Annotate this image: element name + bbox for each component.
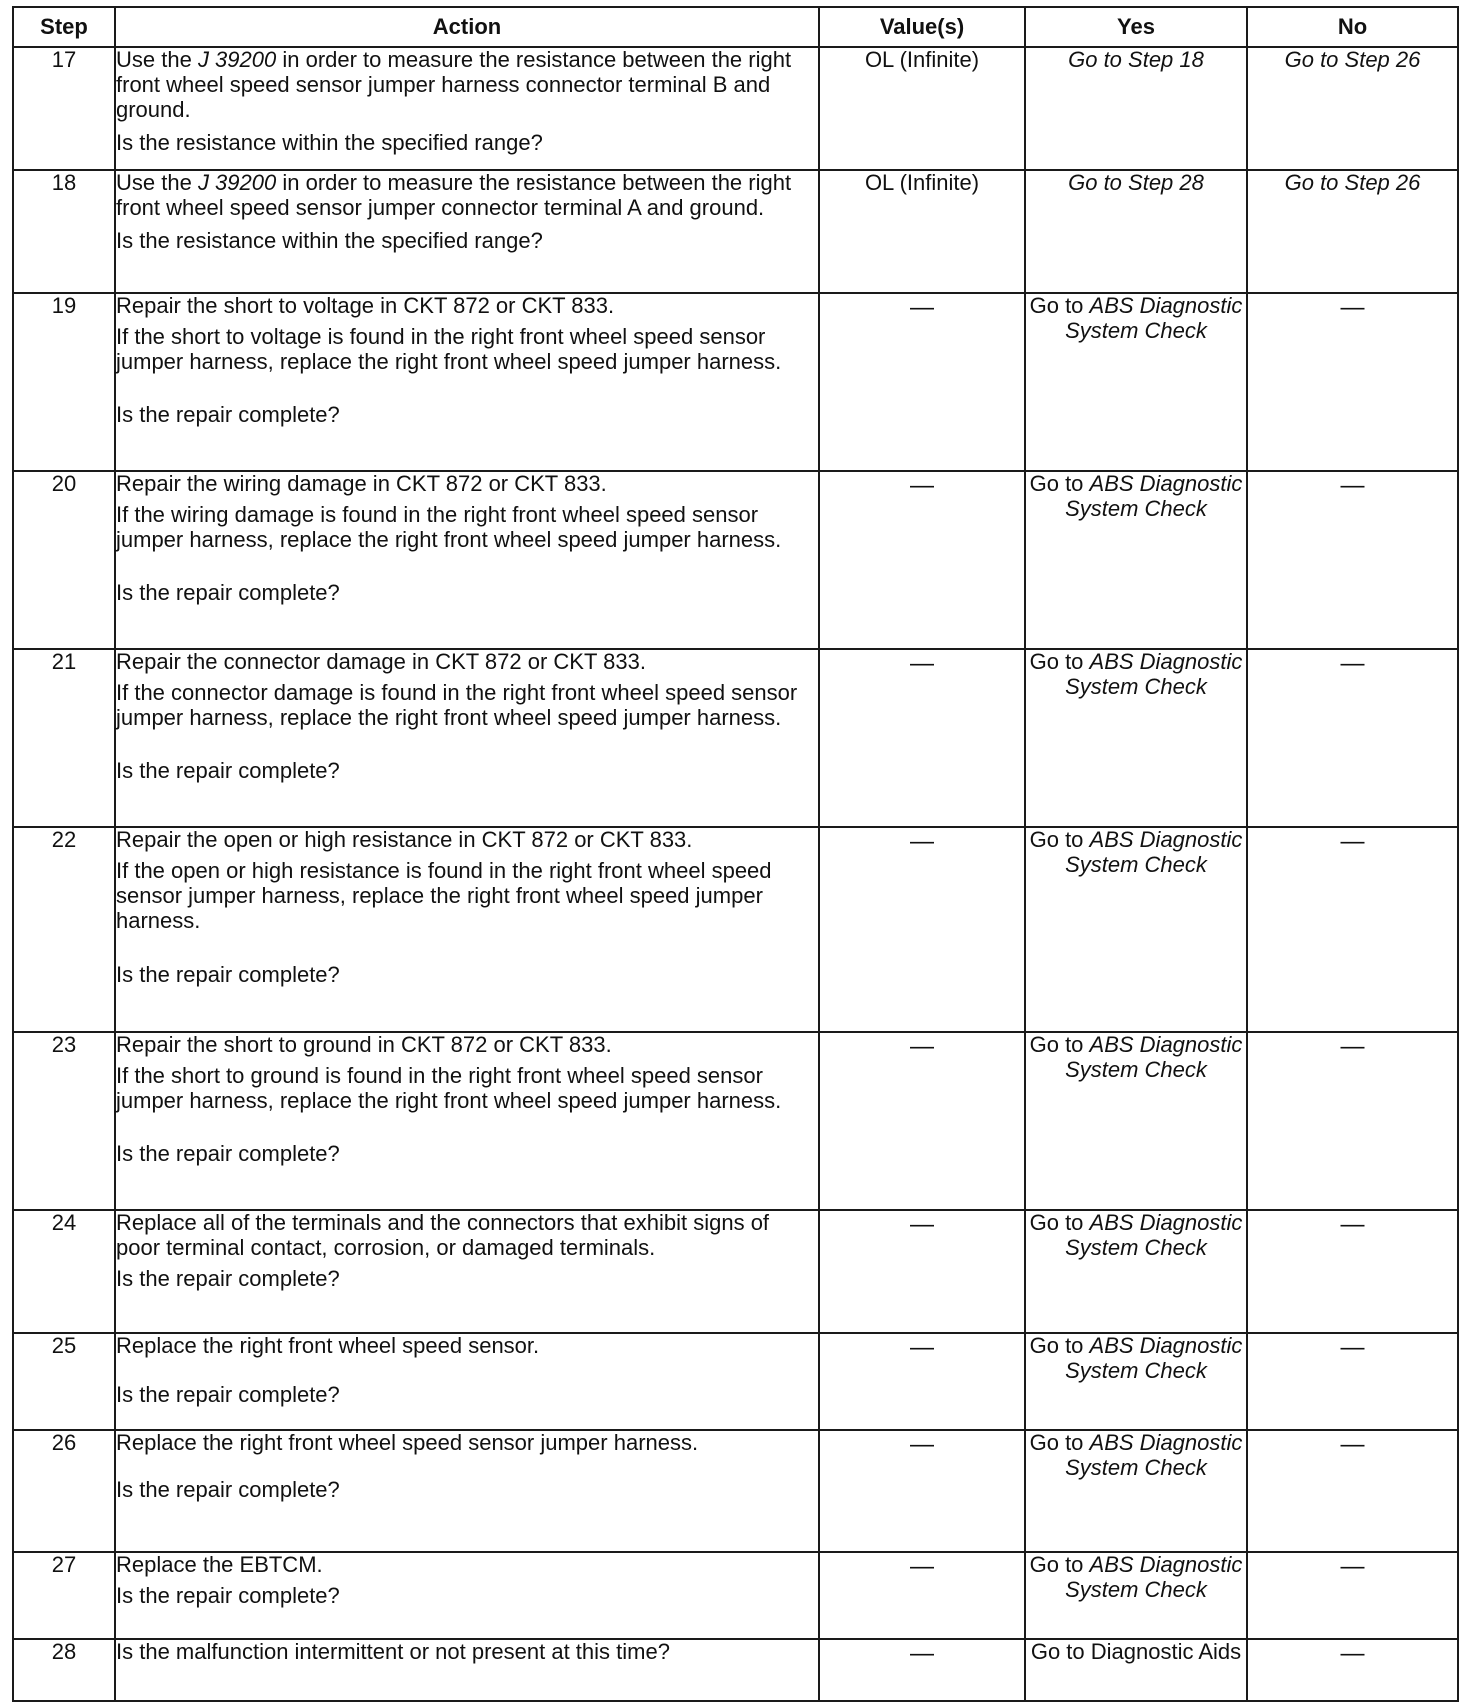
header-action: Action (115, 7, 819, 47)
action-cell (115, 47, 819, 170)
no-cell: Go to Step 26 (1247, 47, 1458, 170)
yes-link[interactable]: ABS Diagnostic System Check (1065, 1333, 1243, 1383)
header-yes: Yes (1025, 7, 1247, 47)
no-cell: — (1247, 1333, 1458, 1430)
table-row (13, 1032, 1458, 1210)
table-row (13, 1552, 1458, 1639)
action-question: Is the repair complete? (116, 1476, 340, 1502)
yes-prefix: Go to (1029, 827, 1090, 852)
action-question: Is the repair complete? (116, 1381, 340, 1407)
action-text (116, 48, 818, 123)
no-cell: — (1247, 649, 1458, 827)
value-cell: — (819, 1552, 1025, 1639)
step-number: 25 (13, 1333, 115, 1430)
yes-cell: Go to Step 18 (1025, 47, 1247, 170)
table-row (13, 170, 1458, 293)
step-number: 17 (13, 47, 115, 170)
diagnostic-table-page (12, 6, 1462, 1702)
yes-link[interactable]: ABS Diagnostic System Check (1065, 827, 1243, 877)
value-cell: — (819, 1210, 1025, 1333)
action-text: Replace all of the terminals and the connectors that exhibit signs of poor terminal contact, corrosion, or damaged terminals. (116, 1210, 770, 1260)
value-cell: — (819, 1639, 1025, 1701)
action-cell (115, 1032, 819, 1210)
action-text: Repair the connector damage in CKT 872 or CKT 833. (116, 649, 646, 674)
header-value: Value(s) (819, 7, 1025, 47)
yes-link[interactable]: ABS Diagnostic System Check (1065, 471, 1243, 521)
table-row (13, 293, 1458, 471)
step-number: 19 (13, 293, 115, 471)
yes-prefix: Go to (1029, 649, 1090, 674)
header-no: No (1247, 7, 1458, 47)
diagnostic-table (12, 6, 1459, 1702)
action-question: Is the repair complete? (116, 1582, 340, 1608)
action-text (116, 171, 818, 221)
yes-prefix: Go to (1029, 293, 1090, 318)
yes-cell (1025, 293, 1247, 471)
step-number: 20 (13, 471, 115, 649)
yes-prefix: Go to (1029, 1333, 1090, 1358)
yes-cell (1025, 1333, 1247, 1430)
action-text-post: in order to measure the resistance between the right front wheel speed sensor jumper harness connector terminal B and ground. (116, 47, 792, 122)
step-number: 27 (13, 1552, 115, 1639)
value-cell: — (819, 1032, 1025, 1210)
yes-link[interactable]: ABS Diagnostic System Check (1065, 649, 1243, 699)
action-question: Is the repair complete? (116, 1140, 340, 1166)
action-question: Is the repair complete? (116, 962, 340, 988)
no-cell: — (1247, 1430, 1458, 1552)
action-text: Repair the short to voltage in CKT 872 or CKT 833. (116, 293, 615, 318)
action-note: If the short to ground is found in the right front wheel speed sensor jumper harness, replace the right front wheel speed jumper harness. (116, 1062, 782, 1113)
action-note: If the short to voltage is found in the right front wheel speed sensor jumper harness, replace the right front wheel speed jumper harness. (116, 323, 782, 374)
value-cell: — (819, 471, 1025, 649)
action-question: Is the repair complete? (116, 1265, 340, 1291)
action-cell (115, 1552, 819, 1639)
step-number: 24 (13, 1210, 115, 1333)
value-cell: — (819, 827, 1025, 1032)
yes-link[interactable]: ABS Diagnostic System Check (1065, 293, 1243, 343)
value-cell: — (819, 1333, 1025, 1430)
yes-cell (1025, 1552, 1247, 1639)
yes-prefix: Go to (1029, 471, 1090, 496)
action-text: Replace the right front wheel speed sensor jumper harness. (116, 1430, 699, 1455)
table-row (13, 649, 1458, 827)
header-step: Step (13, 7, 115, 47)
action-cell (115, 293, 819, 471)
action-question: Is the malfunction intermittent or not present at this time? (116, 1639, 670, 1664)
step-number: 26 (13, 1430, 115, 1552)
no-cell: — (1247, 293, 1458, 471)
yes-prefix: Go to (1029, 1032, 1090, 1057)
action-text: Repair the open or high resistance in CKT 872 or CKT 833. (116, 827, 693, 852)
value-cell: — (819, 649, 1025, 827)
step-number: 22 (13, 827, 115, 1032)
table-row (13, 47, 1458, 170)
yes-prefix: Go to (1029, 1552, 1090, 1577)
yes-cell (1025, 1032, 1247, 1210)
tool-reference: J 39200 (197, 47, 277, 72)
value-cell: — (819, 293, 1025, 471)
table-row (13, 1333, 1458, 1430)
yes-cell (1025, 649, 1247, 827)
action-cell (115, 649, 819, 827)
value-cell: OL (Infinite) (819, 47, 1025, 170)
action-question: Is the repair complete? (116, 401, 340, 427)
value-cell: — (819, 1430, 1025, 1552)
table-row (13, 1210, 1458, 1333)
yes-cell (1025, 471, 1247, 649)
action-note: If the connector damage is found in the right front wheel speed sensor jumper harness, replace the right front wheel speed jumper harness. (116, 679, 798, 730)
action-text-pre: Use the (116, 47, 198, 72)
table-row (13, 1639, 1458, 1701)
action-text: Replace the EBTCM. (116, 1552, 323, 1577)
action-cell (115, 827, 819, 1032)
action-text: Repair the wiring damage in CKT 872 or CKT 833. (116, 471, 607, 496)
step-number: 18 (13, 170, 115, 293)
table-row (13, 827, 1458, 1032)
action-note: If the open or high resistance is found in the right front wheel speed sensor jumper harness, replace the right front wheel speed jumper harness. (116, 857, 772, 933)
table-row (13, 471, 1458, 649)
yes-cell[interactable]: Go to Diagnostic Aids (1025, 1639, 1247, 1701)
action-cell (115, 1430, 819, 1552)
action-cell (115, 471, 819, 649)
yes-cell (1025, 1210, 1247, 1333)
action-text: Repair the short to ground in CKT 872 or CKT 833. (116, 1032, 612, 1057)
no-cell: — (1247, 471, 1458, 649)
yes-prefix: Go to (1029, 1430, 1090, 1455)
no-cell: Go to Step 26 (1247, 170, 1458, 293)
action-question: Is the resistance within the specified range? (116, 129, 543, 155)
yes-link[interactable]: ABS Diagnostic System Check (1065, 1032, 1243, 1082)
yes-link[interactable]: ABS Diagnostic System Check (1065, 1552, 1243, 1602)
action-question: Is the resistance within the specified range? (116, 227, 543, 253)
value-cell: OL (Infinite) (819, 170, 1025, 293)
action-question: Is the repair complete? (116, 757, 340, 783)
action-cell (115, 1333, 819, 1430)
no-cell: — (1247, 1639, 1458, 1701)
no-cell: — (1247, 827, 1458, 1032)
yes-cell (1025, 827, 1247, 1032)
yes-prefix: Go to (1029, 1210, 1090, 1235)
action-text: Replace the right front wheel speed sensor. (116, 1333, 540, 1358)
step-number: 23 (13, 1032, 115, 1210)
tool-reference: J 39200 (197, 170, 277, 195)
action-text-pre: Use the (116, 170, 198, 195)
action-cell (115, 1639, 819, 1701)
action-note: If the wiring damage is found in the right front wheel speed sensor jumper harness, replace the right front wheel speed jumper harness. (116, 501, 782, 552)
table-row (13, 1430, 1458, 1552)
action-question: Is the repair complete? (116, 579, 340, 605)
yes-cell: Go to Step 28 (1025, 170, 1247, 293)
yes-link[interactable]: ABS Diagnostic System Check (1065, 1430, 1243, 1480)
yes-link[interactable]: ABS Diagnostic System Check (1065, 1210, 1243, 1260)
table-header-row (13, 7, 1458, 47)
yes-cell (1025, 1430, 1247, 1552)
no-cell: — (1247, 1210, 1458, 1333)
no-cell: — (1247, 1552, 1458, 1639)
action-text-post: in order to measure the resistance between the right front wheel speed sensor jumper connector terminal A and ground. (116, 170, 792, 220)
no-cell: — (1247, 1032, 1458, 1210)
action-cell (115, 1210, 819, 1333)
step-number: 28 (13, 1639, 115, 1701)
step-number: 21 (13, 649, 115, 827)
action-cell (115, 170, 819, 293)
